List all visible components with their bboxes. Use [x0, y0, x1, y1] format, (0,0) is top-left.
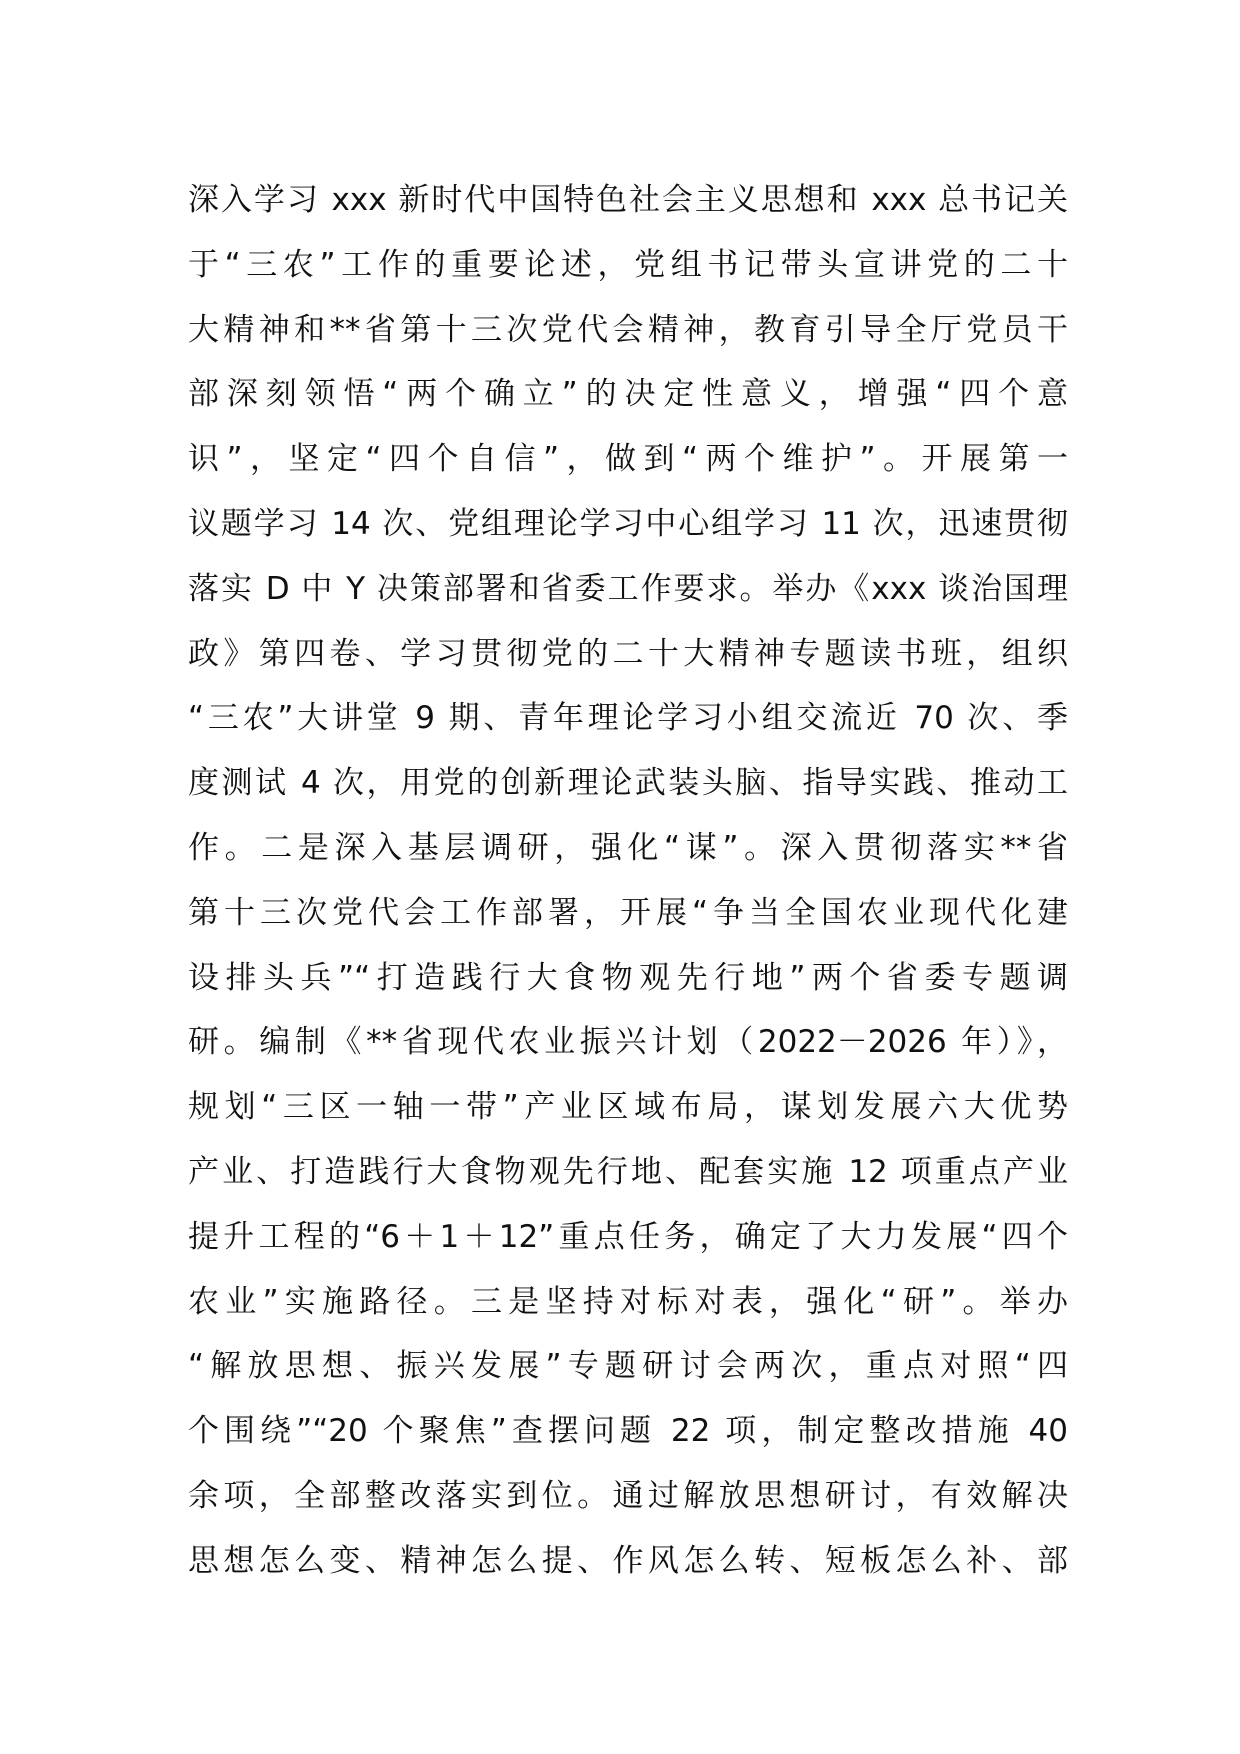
text-line-22: 思想怎么变、精神怎么提、作风怎么转、短板怎么补、部 [188, 1542, 1068, 1579]
text-line-19: “解放思想、振兴发展”专题研讨会两次，重点对照“四 [188, 1348, 1068, 1385]
text-line-15: 规划“三区一轴一带”产业区域布局，谋划发展六大优势 [188, 1089, 1068, 1126]
text-line-4: 部深刻领悟“两个确立”的决定性意义，增强“四个意 [188, 376, 1068, 413]
text-line-5: 识”，坚定“四个自信”，做到“两个维护”。开展第一 [188, 441, 1068, 478]
text-line-3: 大精神和**省第十三次党代会精神，教育引导全厅党员干 [188, 311, 1068, 348]
text-line-11: 作。二是深入基层调研，强化“谋”。深入贯彻落实**省 [188, 829, 1068, 866]
text-line-12: 第十三次党代会工作部署，开展“争当全国农业现代化建 [188, 894, 1068, 931]
text-line-21: 余项，全部整改落实到位。通过解放思想研讨，有效解决 [188, 1477, 1068, 1514]
text-line-1: 深入学习 xxx 新时代中国特色社会主义思想和 xxx 总书记关 [188, 182, 1068, 218]
text-line-14: 研。编制《**省现代农业振兴计划（2022－2026 年）》， [188, 1024, 1068, 1061]
text-line-13: 设排头兵”“打造践行大食物观先行地”两个省委专题调 [188, 959, 1068, 996]
body-paragraph [188, 168, 1068, 1594]
text-line-10: 度测试 4 次，用党的创新理论武装头脑、指导实践、推动工 [188, 765, 1068, 802]
text-line-17: 提升工程的“6＋1＋12”重点任务，确定了大力发展“四个 [188, 1218, 1068, 1255]
text-line-7: 落实 D 中 Y 决策部署和省委工作要求。举办《xxx 谈治国理 [188, 570, 1068, 607]
text-line-20: 个围绕”“20 个聚焦”查摆问题 22 项，制定整改措施 40 [188, 1413, 1068, 1450]
text-line-16: 产业、打造践行大食物观先行地、配套实施 12 项重点产业 [188, 1153, 1068, 1190]
text-line-9: “三农”大讲堂 9 期、青年理论学习小组交流近 70 次、季 [188, 700, 1068, 737]
text-line-18: 农业”实施路径。三是坚持对标对表，强化“研”。举办 [188, 1283, 1068, 1320]
text-line-6: 议题学习 14 次、党组理论学习中心组学习 11 次，迅速贯彻 [188, 505, 1068, 542]
text-line-2: 于“三农”工作的重要论述，党组书记带头宣讲党的二十 [188, 246, 1068, 283]
text-line-8: 政》第四卷、学习贯彻党的二十大精神专题读书班，组织 [188, 635, 1068, 672]
